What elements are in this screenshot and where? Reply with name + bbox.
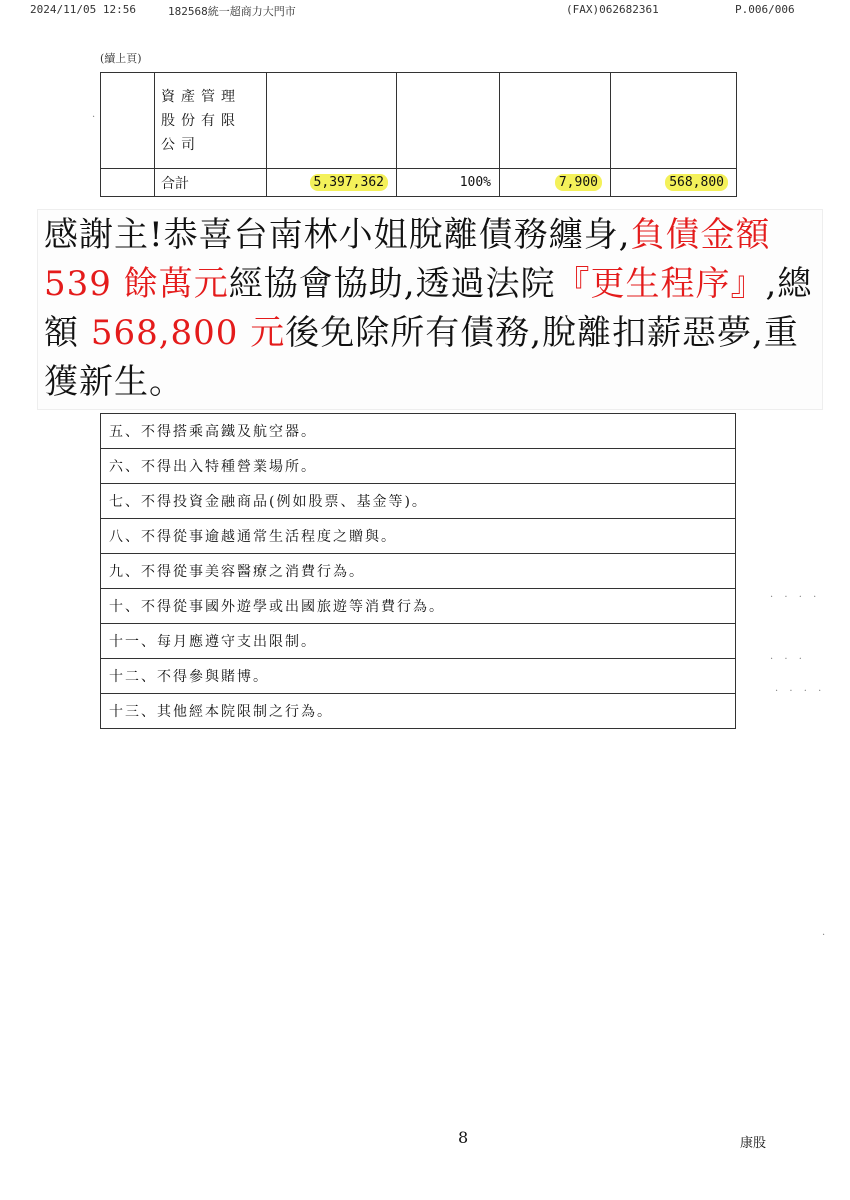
table-row	[101, 484, 736, 519]
restriction-item: 十二、不得參與賭博。	[101, 659, 736, 694]
scan-speck: · · ·	[770, 654, 806, 665]
monthly-payment-cell	[500, 169, 611, 197]
table-cell	[500, 73, 611, 169]
page-number: 8	[458, 1128, 469, 1147]
total-repay-cell	[611, 169, 737, 197]
restriction-item: 七、不得投資金融商品(例如股票、基金等)。	[101, 484, 736, 519]
banner-debt-amount: 負債金額 539 餘萬元	[44, 215, 771, 304]
total-repay-value: 568,800	[665, 174, 728, 191]
scan-speck: · · · ·	[770, 592, 821, 603]
banner-text: 經協會協助,透過法院	[228, 264, 556, 304]
continued-note: (續上頁)	[100, 52, 142, 65]
total-debt-value: 5,397,362	[310, 174, 388, 191]
table-row	[101, 519, 736, 554]
table-row	[101, 659, 736, 694]
creditor-name-line: 資產管理	[161, 88, 241, 105]
table-row	[101, 449, 736, 484]
scan-speck: · · · ·	[775, 686, 826, 697]
table-cell	[397, 73, 500, 169]
table-cell	[611, 73, 737, 169]
banner-text: 感謝主!恭喜台南林小姐脫離債務纏身,	[44, 215, 631, 255]
total-debt-cell	[267, 169, 397, 197]
restriction-item: 九、不得從事美容醫療之消費行為。	[101, 554, 736, 589]
table-row	[101, 694, 736, 729]
creditor-name-line: 股份有限	[161, 112, 241, 129]
scan-speck: ·	[92, 112, 96, 123]
restriction-item: 十三、其他經本院限制之行為。	[101, 694, 736, 729]
table-cell	[267, 73, 397, 169]
creditor-name-cell	[155, 73, 267, 169]
restriction-item: 六、不得出入特種營業場所。	[101, 449, 736, 484]
table-row	[101, 554, 736, 589]
fax-sender: 182568統一超商力大門市	[168, 5, 296, 18]
table-row	[101, 73, 737, 169]
monthly-payment-value: 7,900	[555, 174, 602, 191]
banner-text: 後免除所有債務,脫離扣薪惡夢,重獲新生。	[44, 313, 799, 402]
fax-datetime: 2024/11/05 12:56	[30, 3, 136, 16]
fax-page: P.006/006	[735, 3, 795, 16]
table-cell	[101, 169, 155, 197]
total-label: 合計	[155, 169, 267, 197]
table-cell	[101, 73, 155, 169]
creditor-table	[100, 72, 737, 197]
fax-header	[0, 3, 850, 21]
testimonial-banner	[37, 209, 823, 410]
total-ratio-value: 100%	[397, 169, 500, 197]
footer-stamp: 康股	[740, 1136, 767, 1151]
restriction-item: 八、不得從事逾越通常生活程度之贈與。	[101, 519, 736, 554]
restriction-item: 十、不得從事國外遊學或出國旅遊等消費行為。	[101, 589, 736, 624]
restriction-item: 十一、每月應遵守支出限制。	[101, 624, 736, 659]
table-row	[101, 624, 736, 659]
fax-number: (FAX)062682361	[566, 3, 659, 16]
banner-procedure: 『更生程序』	[555, 264, 766, 304]
table-row	[101, 589, 736, 624]
restriction-item: 五、不得搭乘高鐵及航空器。	[101, 414, 736, 449]
banner-text: ,總額	[44, 264, 813, 353]
scan-speck: ·	[822, 930, 826, 941]
table-row	[101, 414, 736, 449]
banner-total-amount: 568,800 元	[90, 313, 286, 353]
creditor-name-line: 公司	[161, 136, 201, 153]
restrictions-table	[100, 413, 736, 729]
total-row	[101, 169, 737, 197]
